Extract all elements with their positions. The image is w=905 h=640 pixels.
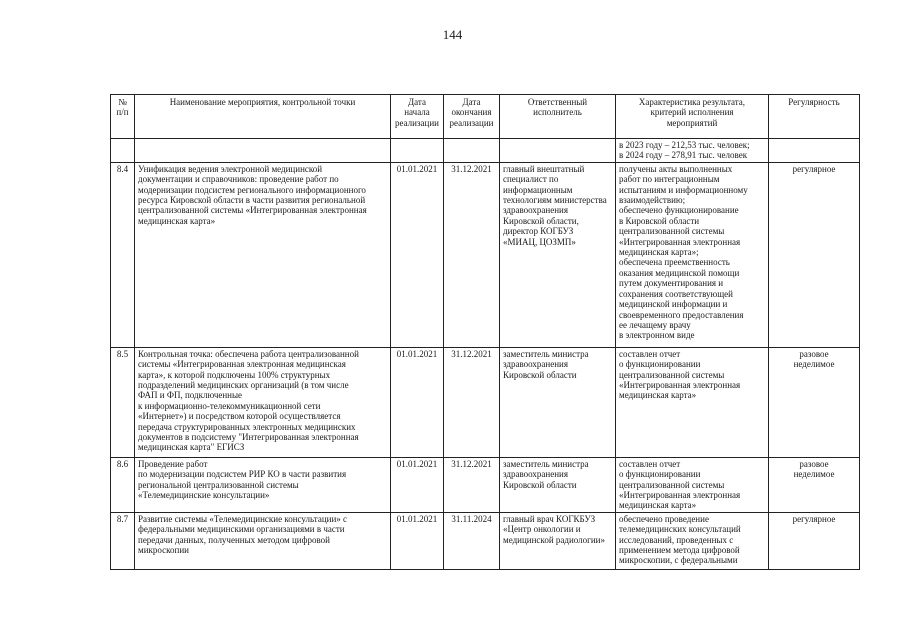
- cell-num: 8.7: [111, 512, 135, 569]
- page-number: 144: [442, 27, 463, 42]
- cell-start: 01.01.2021: [391, 457, 444, 512]
- cell-end: 31.12.2021: [444, 162, 500, 347]
- cell-name: Развитие системы «Телемедицинские консультации» с федеральными медицинскими организациями в части передачи данных, полученных методом цифровой микроскопии: [135, 512, 391, 569]
- cell-end: 31.11.2024: [444, 512, 500, 569]
- cell-start: 01.01.2021: [391, 162, 444, 347]
- cell-name: Контрольная точка: обеспечена работа централизованной системы «Интегрированная электронная медицинская карта», к которой подключены 100% структурных подразделений медицинских организаций (в том числе ФАП и ФП, подключенные к информационно-телекоммуникационной сети «Интернет») и посредством которой осуществляется передача структурированных электронных медицинских документов в подсистему "Интегрированная электронная медицинская карта" ЕГИСЗ: [135, 347, 391, 457]
- table-row: [111, 512, 860, 569]
- cell-end: [444, 139, 500, 163]
- cell-result: получены акты выполненных работ по интеграционным испытаниям и информационному взаимодействию; обеспечено функционирование в Кировской области централизованной системы «Интегрированная электронная медицинская карта»; обеспечена преемственность оказания медицинской помощи путем документирования и сохранения соответствующей медицинской информации и своевременного предоставления ее лечащему врачу в электронном виде: [616, 162, 769, 347]
- header-name: Наименование мероприятия, контрольной точки: [135, 95, 391, 139]
- cell-name: Унификация ведения электронной медицинской документации и справочников: проведение работ по модернизации подсистем регионального информационного ресурса Кировской области в части развития региональной централизованной системы «Интегрированная электронная медицинская карта»: [135, 162, 391, 347]
- cell-responsible: заместитель министра здравоохранения Кировской области: [500, 457, 616, 512]
- cell-responsible: заместитель министра здравоохранения Кировской области: [500, 347, 616, 457]
- cell-result: составлен отчет о функционировании централизованной системы «Интегрированная электронная медицинская карта»: [616, 457, 769, 512]
- header-end-date: Дата окончания реализации: [444, 95, 500, 139]
- cell-regularity: регулярное: [769, 512, 860, 569]
- cell-regularity: регулярное: [769, 162, 860, 347]
- cell-name: Проведение работ по модернизации подсистем РИР КО в части развития региональной централизованной системы «Телемедицинские консультации»: [135, 457, 391, 512]
- cell-regularity: разовое неделимое: [769, 457, 860, 512]
- cell-start: 01.01.2021: [391, 347, 444, 457]
- header-start-date: Дата начала реализации: [391, 95, 444, 139]
- table-row: [111, 347, 860, 457]
- cell-end: 31.12.2021: [444, 347, 500, 457]
- cell-responsible: главный врач КОГКБУЗ «Центр онкологии и медицинской радиологии»: [500, 512, 616, 569]
- header-result: Характеристика результата, критерий исполнения мероприятий: [616, 95, 769, 139]
- cell-responsible: [500, 139, 616, 163]
- cell-result: обеспечено проведение телемедицинских консультаций исследований, проведенных с применением метода цифровой микроскопии, с федеральными: [616, 512, 769, 569]
- cell-start: [391, 139, 444, 163]
- table-row: [111, 162, 860, 347]
- cell-regularity: [769, 139, 860, 163]
- cell-num: 8.6: [111, 457, 135, 512]
- cell-result: в 2023 году – 212,53 тыс. человек; в 2024 году – 278,91 тыс. человек: [616, 139, 769, 163]
- cell-regularity: разовое неделимое: [769, 347, 860, 457]
- cell-num: 8.4: [111, 162, 135, 347]
- cell-result: составлен отчет о функционировании централизованной системы «Интегрированная электронная медицинская карта»: [616, 347, 769, 457]
- cell-name: [135, 139, 391, 163]
- header-regularity: Регулярность: [769, 95, 860, 139]
- header-row: [111, 95, 860, 139]
- cell-num: 8.5: [111, 347, 135, 457]
- cell-responsible: главный внештатный специалист по информационным технологиям министерства здравоохранения Кировской области, директор КОГБУЗ «МИАЦ, ЦОЗМП»: [500, 162, 616, 347]
- cell-end: 31.12.2021: [444, 457, 500, 512]
- table-row: [111, 457, 860, 512]
- table-row-continuation: [111, 139, 860, 163]
- header-responsible: Ответственный исполнитель: [500, 95, 616, 139]
- cell-start: 01.01.2021: [391, 512, 444, 569]
- table-body: [111, 139, 860, 570]
- header-num: № п/п: [111, 95, 135, 139]
- table-header: [111, 95, 860, 139]
- cell-num: [111, 139, 135, 163]
- plan-table: [110, 94, 860, 570]
